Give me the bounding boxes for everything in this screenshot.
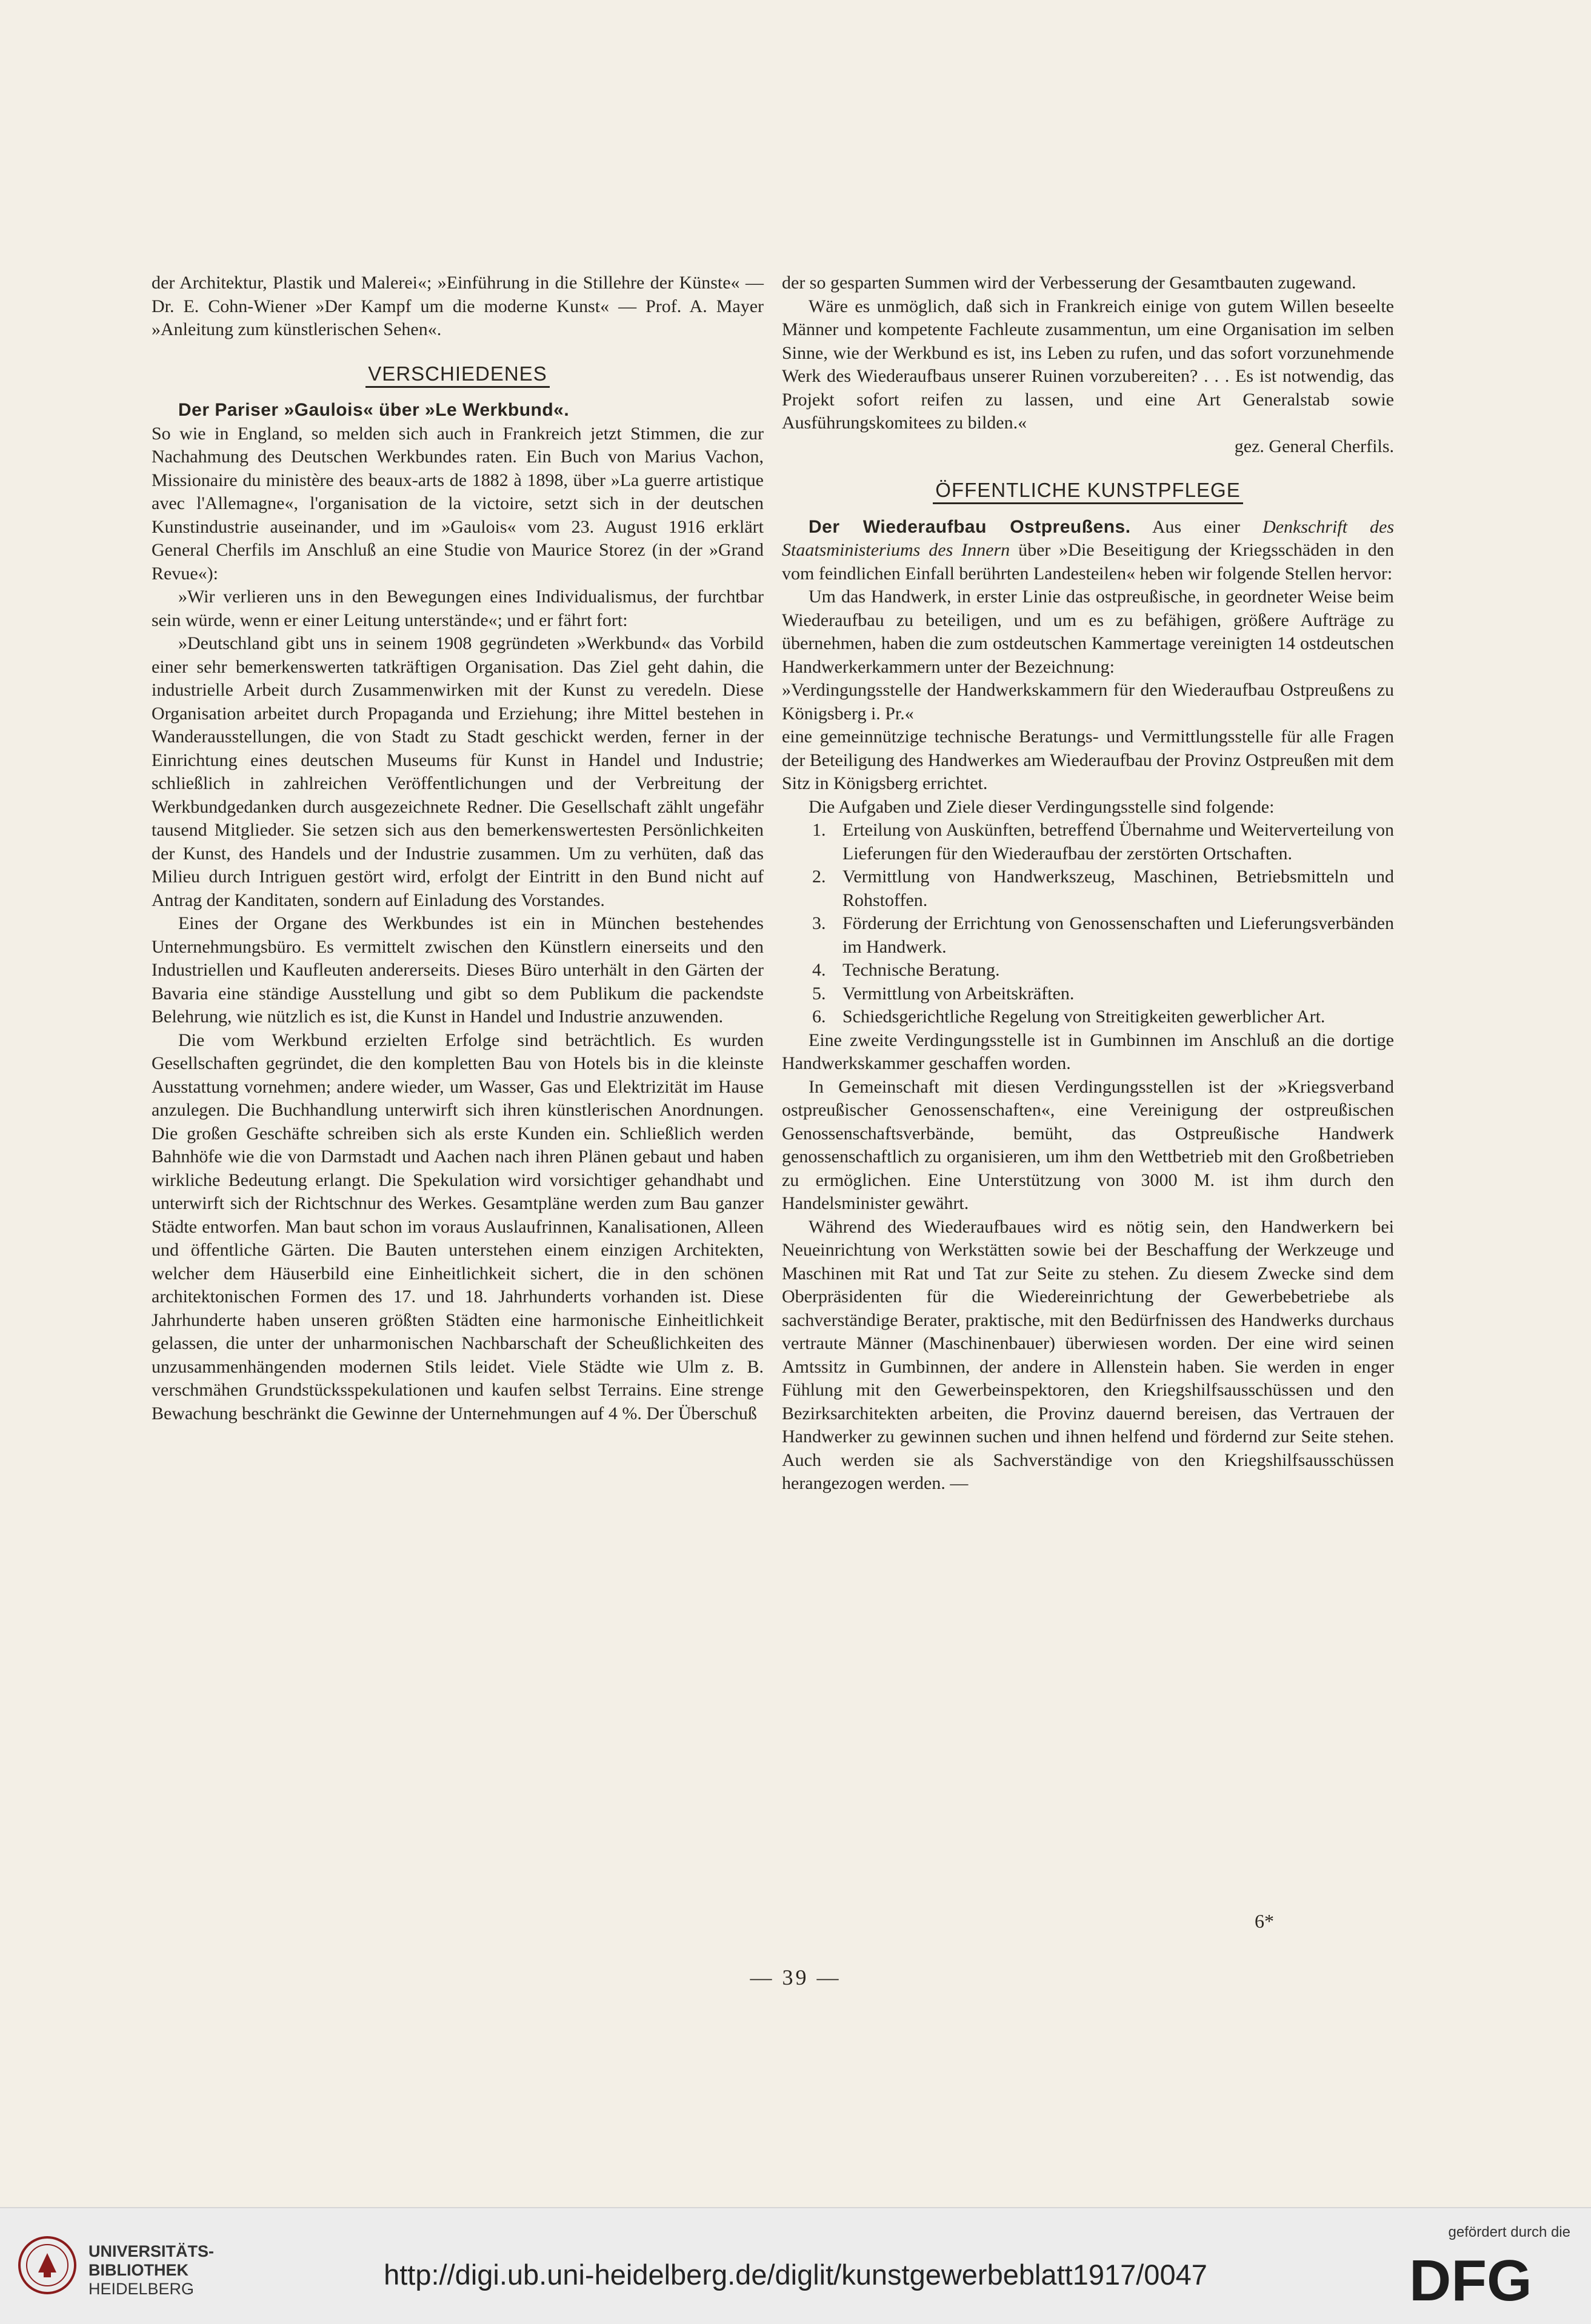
- paragraph: der so gesparten Summen wird der Verbesserung der Gesamtbauten zugewand.: [782, 273, 1356, 293]
- paragraph: Die Aufgaben und Ziele dieser Verdingungsstelle sind folgende:: [809, 796, 1275, 817]
- article-heading: Der Pariser »Gaulois« über »Le Werkbund«.: [178, 400, 570, 420]
- list-item: 6. Schiedsgerichtliche Regelung von Streitigkeiten gewerblicher Art.: [812, 1007, 1326, 1027]
- paragraph: In Gemeinschaft mit diesen Verdingungsstellen ist der »Kriegsverband ostpreußischer Genossenschaften«, eine Vereinigung der ostpreußischen Genossenschaftsverbände, bemüht, das Ostpreußische Handwerk genossenschaftlich zu organisieren, um ihm den Wettbetrieb mit den Großbetrieben zu ermöglichen. Eine Unterstützung von 3000 M. ist ihm durch den Handelsminister gewährt.: [782, 1076, 1394, 1213]
- signature: gez. General Cherfils.: [1234, 436, 1394, 456]
- paragraph: eine gemeinnützige technische Beratungs- und Vermittlungsstelle für alle Fragen der Beteiligung des Handwerkes am Wiederaufbau der Provinz Ostpreußen mit dem Sitz in Königsberg errichtet.: [782, 727, 1394, 793]
- svg-text:DFG: DFG: [1409, 2252, 1532, 2306]
- paragraph: »Wir verlieren uns in den Bewegungen eines Individualismus, der furchtbar sein würde, wenn er einer Leitung unterstände«; und er fährt fort:: [152, 587, 764, 630]
- left-column: [152, 271, 764, 1425]
- paragraph: Um das Handwerk, in erster Linie das ostpreußische, in geordneter Weise beim Wiederaufbau zu beteiligen, und um es zu befähigen, größere Aufträge zu übernehmen, haben die zum ostdeutschen Kammertage vereinigten 14 ostdeutschen Handwerkerkammern unter der Bezeichnung:: [782, 587, 1394, 677]
- dfg-logo-icon: [1409, 2252, 1567, 2309]
- block-quote: »Verdingungsstelle der Handwerkskammern für den Wiederaufbau Ostpreußens zu Königsberg i. Pr.«: [782, 680, 1394, 724]
- paragraph: der Architektur, Plastik und Malerei«; »Einführung in die Stillehre der Künste« — Dr. E. Cohn-Wiener »Der Kampf um die moderne Kunst« — Prof. A. Mayer »Anleitung zum künstlerischen Sehen«.: [152, 273, 764, 339]
- signature-row: [782, 435, 1394, 459]
- paragraph: Eines der Organe des Werkbundes ist ein in München bestehendes Unternehmungsbüro. Es vermittelt zwischen den Künstlern einerseits und den Industriellen und Kaufleuten andererseits. Dieses Büro unterhält in den Gärten der Bavaria eine ständige Ausstellung und gibt so dem Publikum die packendste Belehrung, wie nützlich es ist, die Kunst in Handel und Industrie anzuwenden.: [152, 913, 764, 1027]
- paragraph: »Deutschland gibt uns in seinem 1908 gegründeten »Werkbund« das Vorbild einer sehr bemerkenswerten tatkräftigen Organisation. Das Ziel geht dahin, die industrielle Arbeit durch Zusammenwirken mit der Kunst zu veredeln. Diese Organisation arbeitet durch Propaganda und Erziehung; ihre Mittel bestehen in Wanderausstellungen, die von Stadt zu Stadt geschickt werden, ferner in der Einrichtung eines deutschen Museums für Kunst in Handel und Industrie; schließlich in zahlreichen Veröffentlichungen und der Verbreitung der Werkbundgedanken durch ausgezeichnete Redner. Die Gesellschaft zählt ungefähr tausend Mitglieder. Sie setzen sich aus den bemerkenswertesten Persönlichkeiten der Kunst, des Handels und der Industrie zusammen. Um zu verhüten, daß das Milieu durch Intriguen gestört wird, erfolgt der Eintritt in den Bund nicht auf Antrag der Kanditaten, sondern auf Einladung des Vorstandes.: [152, 633, 764, 910]
- permalink-url[interactable]: http://digi.ub.uni-heidelberg.de/diglit/kunstgewerbeblatt1917/0047: [384, 2259, 1207, 2291]
- list-item: 5. Vermittlung von Arbeitskräften.: [812, 983, 1075, 1004]
- list-item: 1. Erteilung von Auskünften, betreffend Übernahme und Weiterverteilung von Lieferungen für den Wiederaufbau der zerstörten Ortschaften.: [812, 820, 1394, 864]
- article-paragraph: [152, 399, 764, 422]
- funding-note: gefördert durch die: [1448, 2224, 1570, 2240]
- italic-title: Denkschrift des Staatsministeriums des Innern: [782, 516, 1394, 560]
- list-item: 3. Förderung der Errichtung von Genossenschaften und Lieferungsverbänden im Handwerk.: [812, 913, 1394, 957]
- paragraph: Die vom Werkbund erzielten Erfolge sind beträchtlich. Es wurden Gesellschaften gegründet, die den kompletten Bau von Hotels bis in die kleinste Ausstattung vornehmen; andere wieder, um Wasser, Gas und Elektrizität im Hause anzulegen. Die Buchhandlung unterwirft sich ihren künstlerischen Anordnungen. Die großen Geschäfte schreiben sich als erste Kunden ein. Schließlich werden Bahnhöfe wie die von Darmstadt und Aachen nach ihren Plänen gebaut und haben wirkliche Bedeutung erlangt. Die Spekulation wird vorsichtiger gehandhabt und unterwirft sich der Richtschnur des Werkes. Gesamtpläne werden zum Bau ganzer Städte entworfen. Man baut schon im voraus Auslaufrinnen, Kanalisationen, Alleen und öffentliche Gärten. Die Bauten unterstehen einem einzigen Architekten, welcher dem Häuserbild eine Einheitlichkeit sichert, die in den schönen architektonischen Formen des 17. und 18. Jahrhunderts vorhanden ist. Diese Jahrhunderte haben unseren größten Städten eine harmonische Einheitlichkeit gelassen, die unter der unharmonischen Nachbarschaft der Scheußlichkeiten des unzusammenhängenden modernen Stils leidet. Viele Städte wie Ulm z. B. verschmähen Grundstücksspekulationen und kaufen selbst Terrains. Eine strenge Bewachung beschränkt die Gewinne der Unternehmungen auf 4 %. Der Überschuß: [152, 1030, 764, 1423]
- page-number: — 39 —: [750, 1965, 841, 1989]
- paragraph: Wäre es unmöglich, daß sich in Frankreich einige von gutem Willen beseelte Männer und kompetente Fachleute zusammentun, um eine Organisation im selben Sinne, wie der Werkbund es ist, ins Leben zu rufen, und das sofort vorzunehmende Werk des Wiederaufbaus unserer Ruinen vorzubereiten? . . . Es ist notwendig, das Projekt sofort reifen zu lassen, und eine Art Generalstab sowie Ausführungskomitees zu bilden.«: [782, 296, 1394, 433]
- paragraph: So wie in England, so melden sich auch in Frankreich jetzt Stimmen, die zur Nachahmung des Deutschen Werkbundes raten. Ein Buch von Marius Vachon, Missionaire du ministère des beaux-arts de 1882 à 1898, über »La guerre artistique avec l'Allemagne«, l'organisation de la victoire, setzt sich in der deutschen Kunstindustrie auseinander, und im »Gaulois« vom 23. August 1916 erklärt General Cherfils im Anschluß an eine Studie von Maurice Storez (in der »Grand Revue«):: [152, 423, 764, 584]
- section-heading: VERSCHIEDENES: [152, 362, 764, 386]
- sheet-signature-mark: 6*: [1255, 1910, 1274, 1932]
- viewer-footer: [0, 2207, 1591, 2324]
- right-column: [782, 271, 1394, 1496]
- paragraph: Während des Wiederaufbaues wird es nötig sein, den Handwerkern bei Neueinrichtung von Werkstätten sowie bei der Beschaffung der Werkzeuge und Maschinen mit Rat und Tat zur Seite zu stehen. Zu diesem Zwecke sind dem Oberpräsidenten für die Wiedereinrichtung der Gewerbebetriebe als sachverständige Berater, praktische, mit den Bedürfnissen des Handwerks durchaus vertraute Männer (Maschinenbauer) überwiesen worden. Der eine wird seinen Amtssitz in Gumbinnen, der andere in Allenstein haben. Sie werden in enger Fühlung mit den Gewerbeinspektoren, den Kriegshilfsausschüssen und den Bezirksarchitekten arbeiten, die Provinz dauernd bereisen, das Vertrauen der Handwerker zu gewinnen suchen und ihnen helfend und fördernd zur Seite stehen. Auch werden sie als Sachverständige von den Kriegshilfsausschüssen herangezogen werden. —: [782, 1216, 1394, 1493]
- numbered-list: [782, 819, 1394, 1029]
- paragraph: Eine zweite Verdingungsstelle ist in Gumbinnen im Anschluß an die dortige Handwerkskammer geschaffen worden.: [782, 1030, 1394, 1073]
- article-paragraph: Der Wiederaufbau Ostpreußens. Aus einer Denkschrift des Staatsministeriums des Innern über »Die Beseitigung der Kriegsschäden in den vom feindlichen Einfall berührten Landesteilen« heben wir folgende Stellen hervor:: [782, 516, 1395, 584]
- list-item: 4. Technische Beratung.: [812, 960, 1000, 980]
- list-item: 2. Vermittlung von Handwerkszeug, Maschinen, Betriebsmitteln und Rohstoffen.: [812, 867, 1394, 910]
- section-heading: ÖFFENTLICHE KUNSTPFLEGE: [782, 479, 1394, 502]
- university-library-name: UNIVERSITÄTS- BIBLIOTHEK HEIDELBERG: [88, 2242, 215, 2298]
- article-heading: Der Wiederaufbau Ostpreußens.: [809, 516, 1131, 537]
